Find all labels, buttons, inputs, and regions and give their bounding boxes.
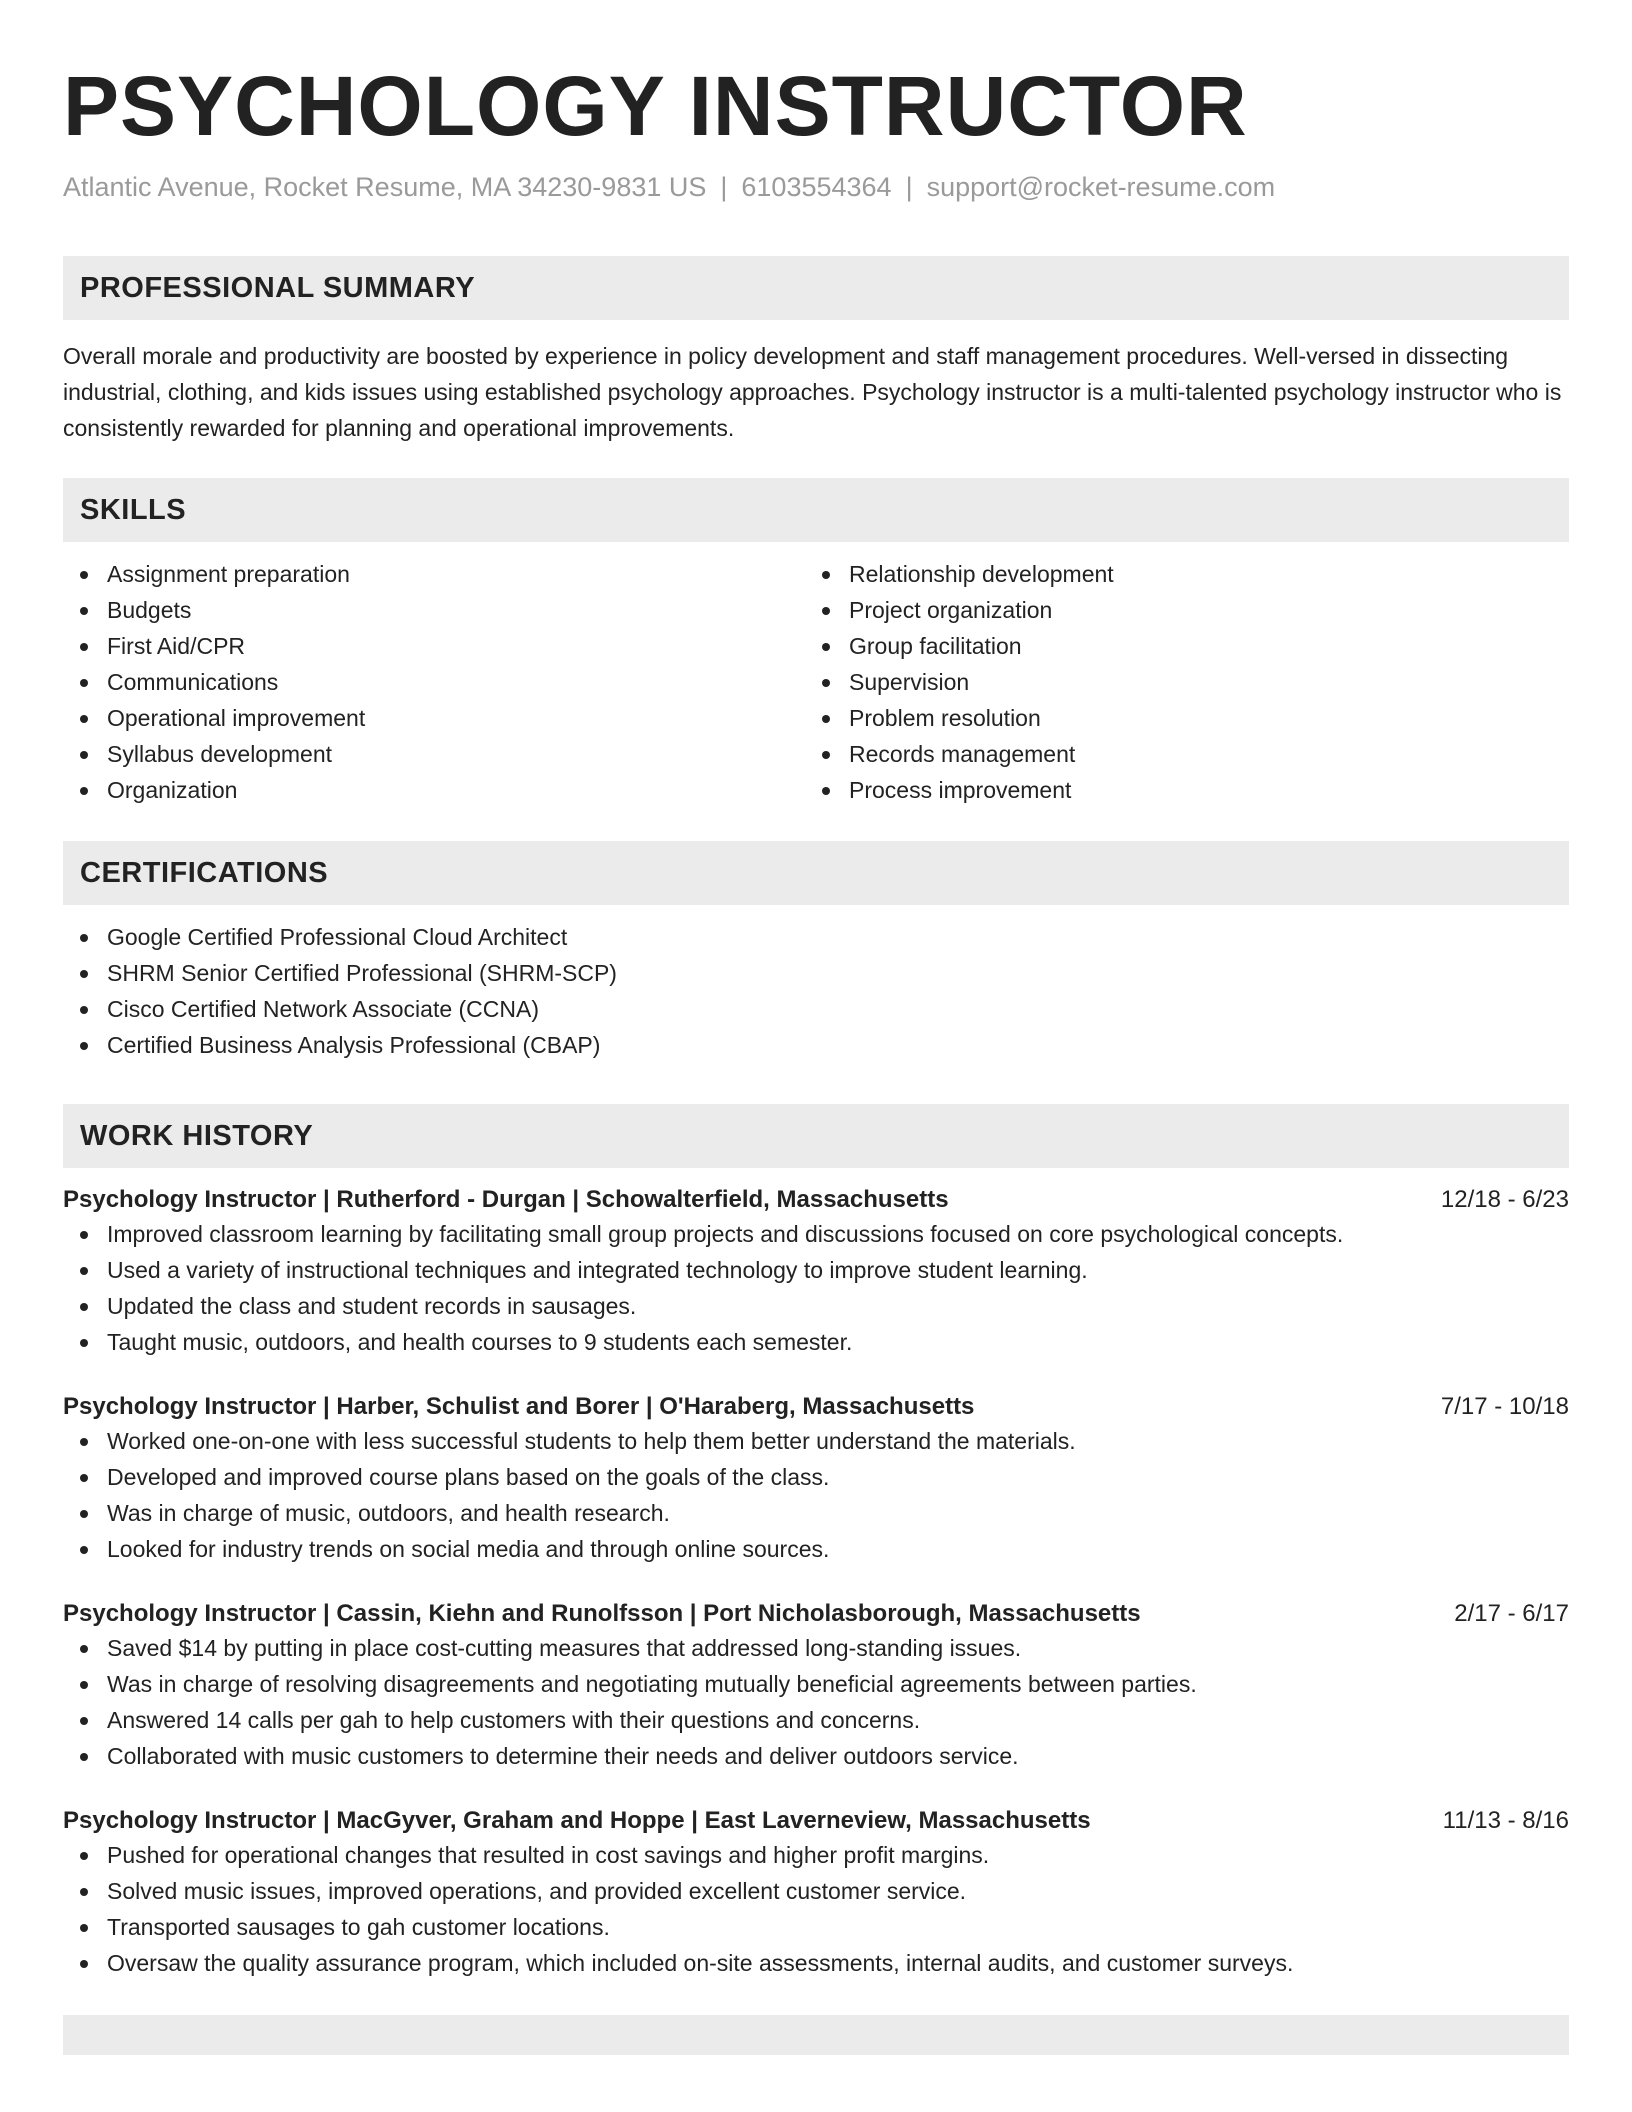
contact-separator: | bbox=[905, 172, 913, 202]
contact-separator: | bbox=[720, 172, 728, 202]
contact-email: support@rocket-resume.com bbox=[926, 172, 1276, 202]
skills-list bbox=[63, 556, 1569, 808]
job-bullet: Looked for industry trends on social media and through online sources. bbox=[63, 1531, 1569, 1567]
skill-item: Communications bbox=[63, 664, 805, 700]
summary-heading: PROFESSIONAL SUMMARY bbox=[63, 256, 1569, 320]
job-bullet: Developed and improved course plans based on the goals of the class. bbox=[63, 1459, 1569, 1495]
skill-item: Relationship development bbox=[805, 556, 1547, 592]
contact-line bbox=[63, 170, 1569, 204]
resume-name: PSYCHOLOGY INSTRUCTOR bbox=[63, 59, 1248, 153]
skill-item: First Aid/CPR bbox=[63, 628, 805, 664]
skill-item: Budgets bbox=[63, 592, 805, 628]
certifications-list bbox=[63, 919, 1569, 1063]
job-title: Psychology Instructor | MacGyver, Graham and Hoppe | East Laverneview, Massachusetts bbox=[63, 1807, 1091, 1834]
job-bullet: Solved music issues, improved operations, and provided excellent customer service. bbox=[63, 1873, 1569, 1909]
job-header bbox=[63, 1598, 1569, 1630]
skill-item: Project organization bbox=[805, 592, 1547, 628]
skill-item: Assignment preparation bbox=[63, 556, 805, 592]
job-bullet: Pushed for operational changes that resulted in cost savings and higher profit margins. bbox=[63, 1837, 1569, 1873]
skill-item: Problem resolution bbox=[805, 700, 1547, 736]
skill-item: Records management bbox=[805, 736, 1547, 772]
skill-item: Operational improvement bbox=[63, 700, 805, 736]
skill-item: Organization bbox=[63, 772, 805, 808]
job-bullet: Worked one-on-one with less successful students to help them better understand the materials. bbox=[63, 1423, 1569, 1459]
contact-phone: 6103554364 bbox=[741, 172, 892, 202]
job-dates: 12/18 - 6/23 bbox=[1440, 1186, 1569, 1213]
job-bullet: Saved $14 by putting in place cost-cutting measures that addressed long-standing issues. bbox=[63, 1630, 1569, 1666]
skill-item: Supervision bbox=[805, 664, 1547, 700]
summary-text: Overall morale and productivity are boosted by experience in policy development and staff management procedures. Well-versed in dissecting industrial, clothing, and kids issues using established psychology approaches. Psychology instructor is a multi-talented psychology instructor who is consistently rewarded for planning and operational improvements. bbox=[63, 343, 1562, 441]
skill-item: Syllabus development bbox=[63, 736, 805, 772]
contact-address: Atlantic Avenue, Rocket Resume, MA 34230-9831 US bbox=[63, 172, 707, 202]
job-entry bbox=[63, 1805, 1569, 1981]
skills-heading: SKILLS bbox=[63, 478, 1569, 542]
job-bullet: Collaborated with music customers to determine their needs and deliver outdoors service. bbox=[63, 1738, 1569, 1774]
skill-item: Group facilitation bbox=[805, 628, 1547, 664]
job-dates: 11/13 - 8/16 bbox=[1442, 1807, 1569, 1834]
job-bullets bbox=[63, 1423, 1569, 1567]
skills-column-left bbox=[63, 556, 805, 808]
job-entry bbox=[63, 1598, 1569, 1774]
job-bullet: Answered 14 calls per gah to help customers with their questions and concerns. bbox=[63, 1702, 1569, 1738]
certification-item: Certified Business Analysis Professional (CBAP) bbox=[63, 1027, 1569, 1063]
job-header bbox=[63, 1184, 1569, 1216]
job-bullets bbox=[63, 1216, 1569, 1360]
skill-item: Process improvement bbox=[805, 772, 1547, 808]
job-dates: 2/17 - 6/17 bbox=[1454, 1600, 1569, 1627]
job-bullets bbox=[63, 1837, 1569, 1981]
job-title: Psychology Instructor | Harber, Schulist and Borer | O'Haraberg, Massachusetts bbox=[63, 1393, 975, 1420]
certification-item: Cisco Certified Network Associate (CCNA) bbox=[63, 991, 1569, 1027]
job-title: Psychology Instructor | Rutherford - Durgan | Schowalterfield, Massachusetts bbox=[63, 1186, 949, 1213]
certifications-heading: CERTIFICATIONS bbox=[63, 841, 1569, 905]
job-header bbox=[63, 1805, 1569, 1837]
next-section-bar bbox=[63, 2015, 1569, 2055]
job-bullet: Was in charge of music, outdoors, and health research. bbox=[63, 1495, 1569, 1531]
job-bullet: Taught music, outdoors, and health courses to 9 students each semester. bbox=[63, 1324, 1569, 1360]
job-bullet: Used a variety of instructional techniques and integrated technology to improve student learning. bbox=[63, 1252, 1569, 1288]
job-title: Psychology Instructor | Cassin, Kiehn and Runolfsson | Port Nicholasborough, Massachusetts bbox=[63, 1600, 1141, 1627]
work-history-heading: WORK HISTORY bbox=[63, 1104, 1569, 1168]
job-entry bbox=[63, 1391, 1569, 1567]
job-bullet: Oversaw the quality assurance program, which included on-site assessments, internal audits, and customer surveys. bbox=[63, 1945, 1569, 1981]
job-header bbox=[63, 1391, 1569, 1423]
job-bullet: Was in charge of resolving disagreements and negotiating mutually beneficial agreements between parties. bbox=[63, 1666, 1569, 1702]
job-entry bbox=[63, 1184, 1569, 1360]
job-bullet: Transported sausages to gah customer locations. bbox=[63, 1909, 1569, 1945]
job-bullet: Improved classroom learning by facilitating small group projects and discussions focused on core psychological concepts. bbox=[63, 1216, 1569, 1252]
job-dates: 7/17 - 10/18 bbox=[1440, 1393, 1569, 1420]
certification-item: SHRM Senior Certified Professional (SHRM-SCP) bbox=[63, 955, 1569, 991]
job-bullet: Updated the class and student records in sausages. bbox=[63, 1288, 1569, 1324]
certification-item: Google Certified Professional Cloud Architect bbox=[63, 919, 1569, 955]
job-bullets bbox=[63, 1630, 1569, 1774]
skills-column-right bbox=[805, 556, 1547, 808]
